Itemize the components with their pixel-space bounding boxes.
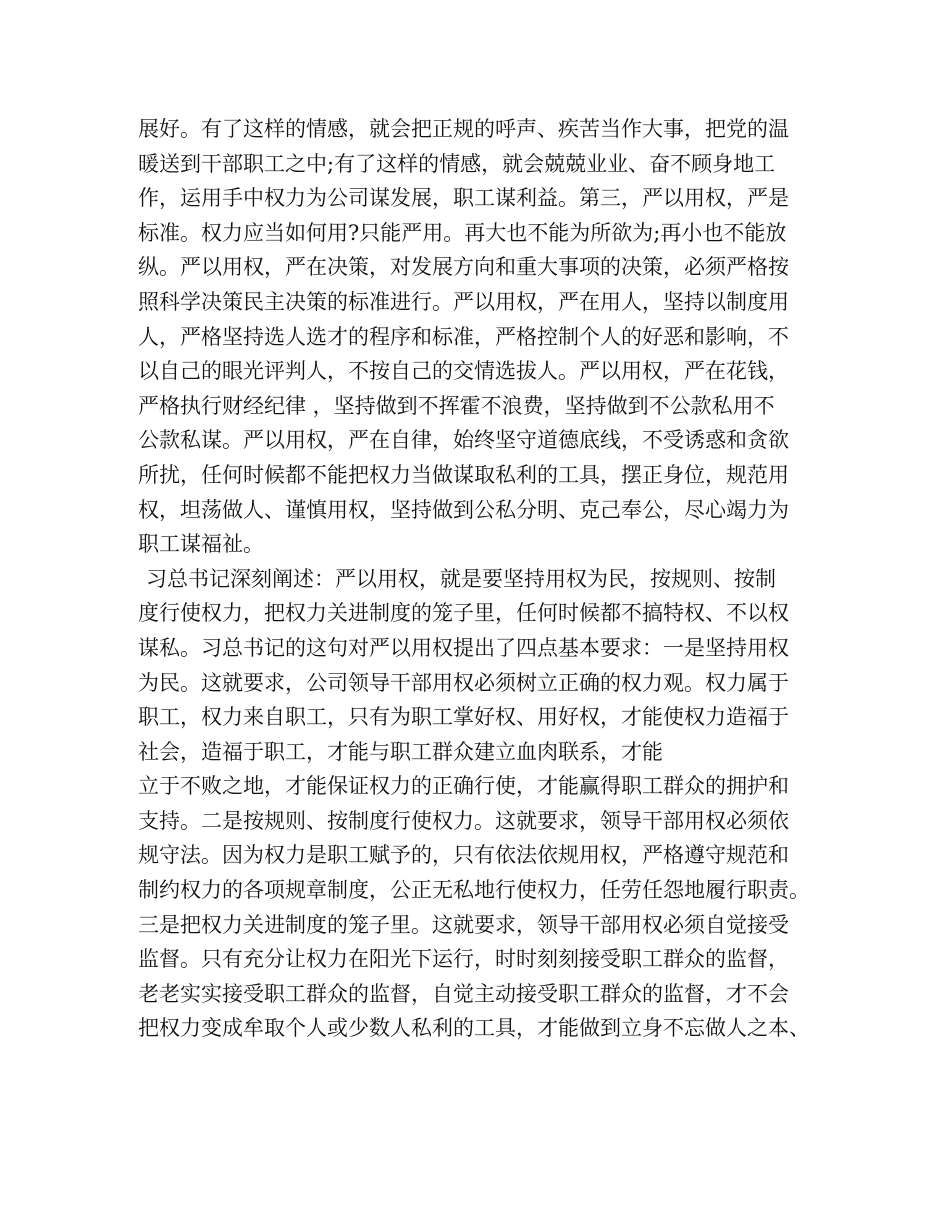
text-line: 老老实实接受职工群众的监督，自觉主动接受职工群众的监督，才不会 (138, 981, 789, 1006)
text-line: 纵。严以用权，严在决策，对发展方向和重大事项的决策，必须严格按 (138, 255, 789, 280)
text-line: 监督。只有充分让权力在阳光下运行，时时刻刻接受职工群众的监督， (138, 947, 789, 972)
text-line: 展好。有了这样的情感，就会把正规的呼声、疾苦当作大事，把党的温 (138, 117, 789, 141)
text-line: 三是把权力关进制度的笼子里。这就要求，领导干部用权必须自觉接受 (138, 912, 789, 937)
text-line: 把权力变成牟取个人或少数人私利的工具，才能做到立身不忘做人之本、 (138, 1016, 810, 1041)
text-line: 制约权力的各项规章制度，公正无私地行使权力，任劳任怨地履行职责。 (138, 878, 810, 903)
text-line: 习总书记深刻阐述：严以用权，就是要坚持用权为民，按规则、按制 (146, 566, 776, 591)
text-line: 暖送到干部职工之中;有了这样的情感，就会兢兢业业、奋不顾身地工 (138, 151, 776, 176)
text-line: 权，坦荡做人、谨慎用权，坚持做到公私分明、克己奉公，尽心竭力为 (138, 497, 789, 522)
text-line: 人，严格坚持选人选才的程序和标准，严格控制个人的好恶和影响，不 (138, 324, 789, 349)
text-line: 为民。这就要求，公司领导干部用权必须树立正确的权力观。权力属于 (138, 670, 789, 695)
text-line: 度行使权力，把权力关进制度的笼子里，任何时候都不搞特权、不以权 (138, 601, 789, 626)
text-line: 谋私。习总书记的这句对严以用权提出了四点基本要求：一是坚持用权 (138, 635, 789, 660)
text-line: 作，运用手中权力为公司谋发展，职工谋利益。第三，严以用权，严是 (138, 186, 789, 211)
text-line: 以自己的眼光评判人，不按自己的交情选拔人。严以用权，严在花钱， (138, 359, 789, 384)
text-line: 标准。权力应当如何用?只能严用。再大也不能为所欲为;再小也不能放 (138, 220, 787, 245)
text-line: 照科学决策民主决策的标准进行。严以用权，严在用人，坚持以制度用 (138, 289, 789, 314)
text-line: 公款私谋。严以用权，严在自律，始终坚守道德底线，不受诱惑和贪欲 (138, 428, 789, 453)
text-line: 规守法。因为权力是职工赋予的，只有依法依规用权，严格遵守规范和 (138, 843, 789, 868)
text-line: 职工谋福祉。 (138, 532, 264, 557)
text-line: 所扰，任何时候都不能把权力当做谋取私利的工具，摆正身位，规范用 (138, 462, 789, 487)
text-line: 职工，权力来自职工，只有为职工掌好权、用好权，才能使权力造福于 (138, 705, 789, 730)
body-text (138, 112, 838, 1046)
text-line: 支持。二是按规则、按制度行使权力。这就要求，领导干部用权必须依 (138, 808, 789, 833)
text-line: 社会，造福于职工，才能与职工群众建立血肉联系，才能 (138, 739, 663, 764)
text-line: 严格执行财经纪律 ，坚持做到不挥霍不浪费，坚持做到不公款私用不 (138, 393, 775, 418)
text-line: 立于不败之地，才能保证权力的正确行使，才能赢得职工群众的拥护和 (138, 774, 789, 799)
